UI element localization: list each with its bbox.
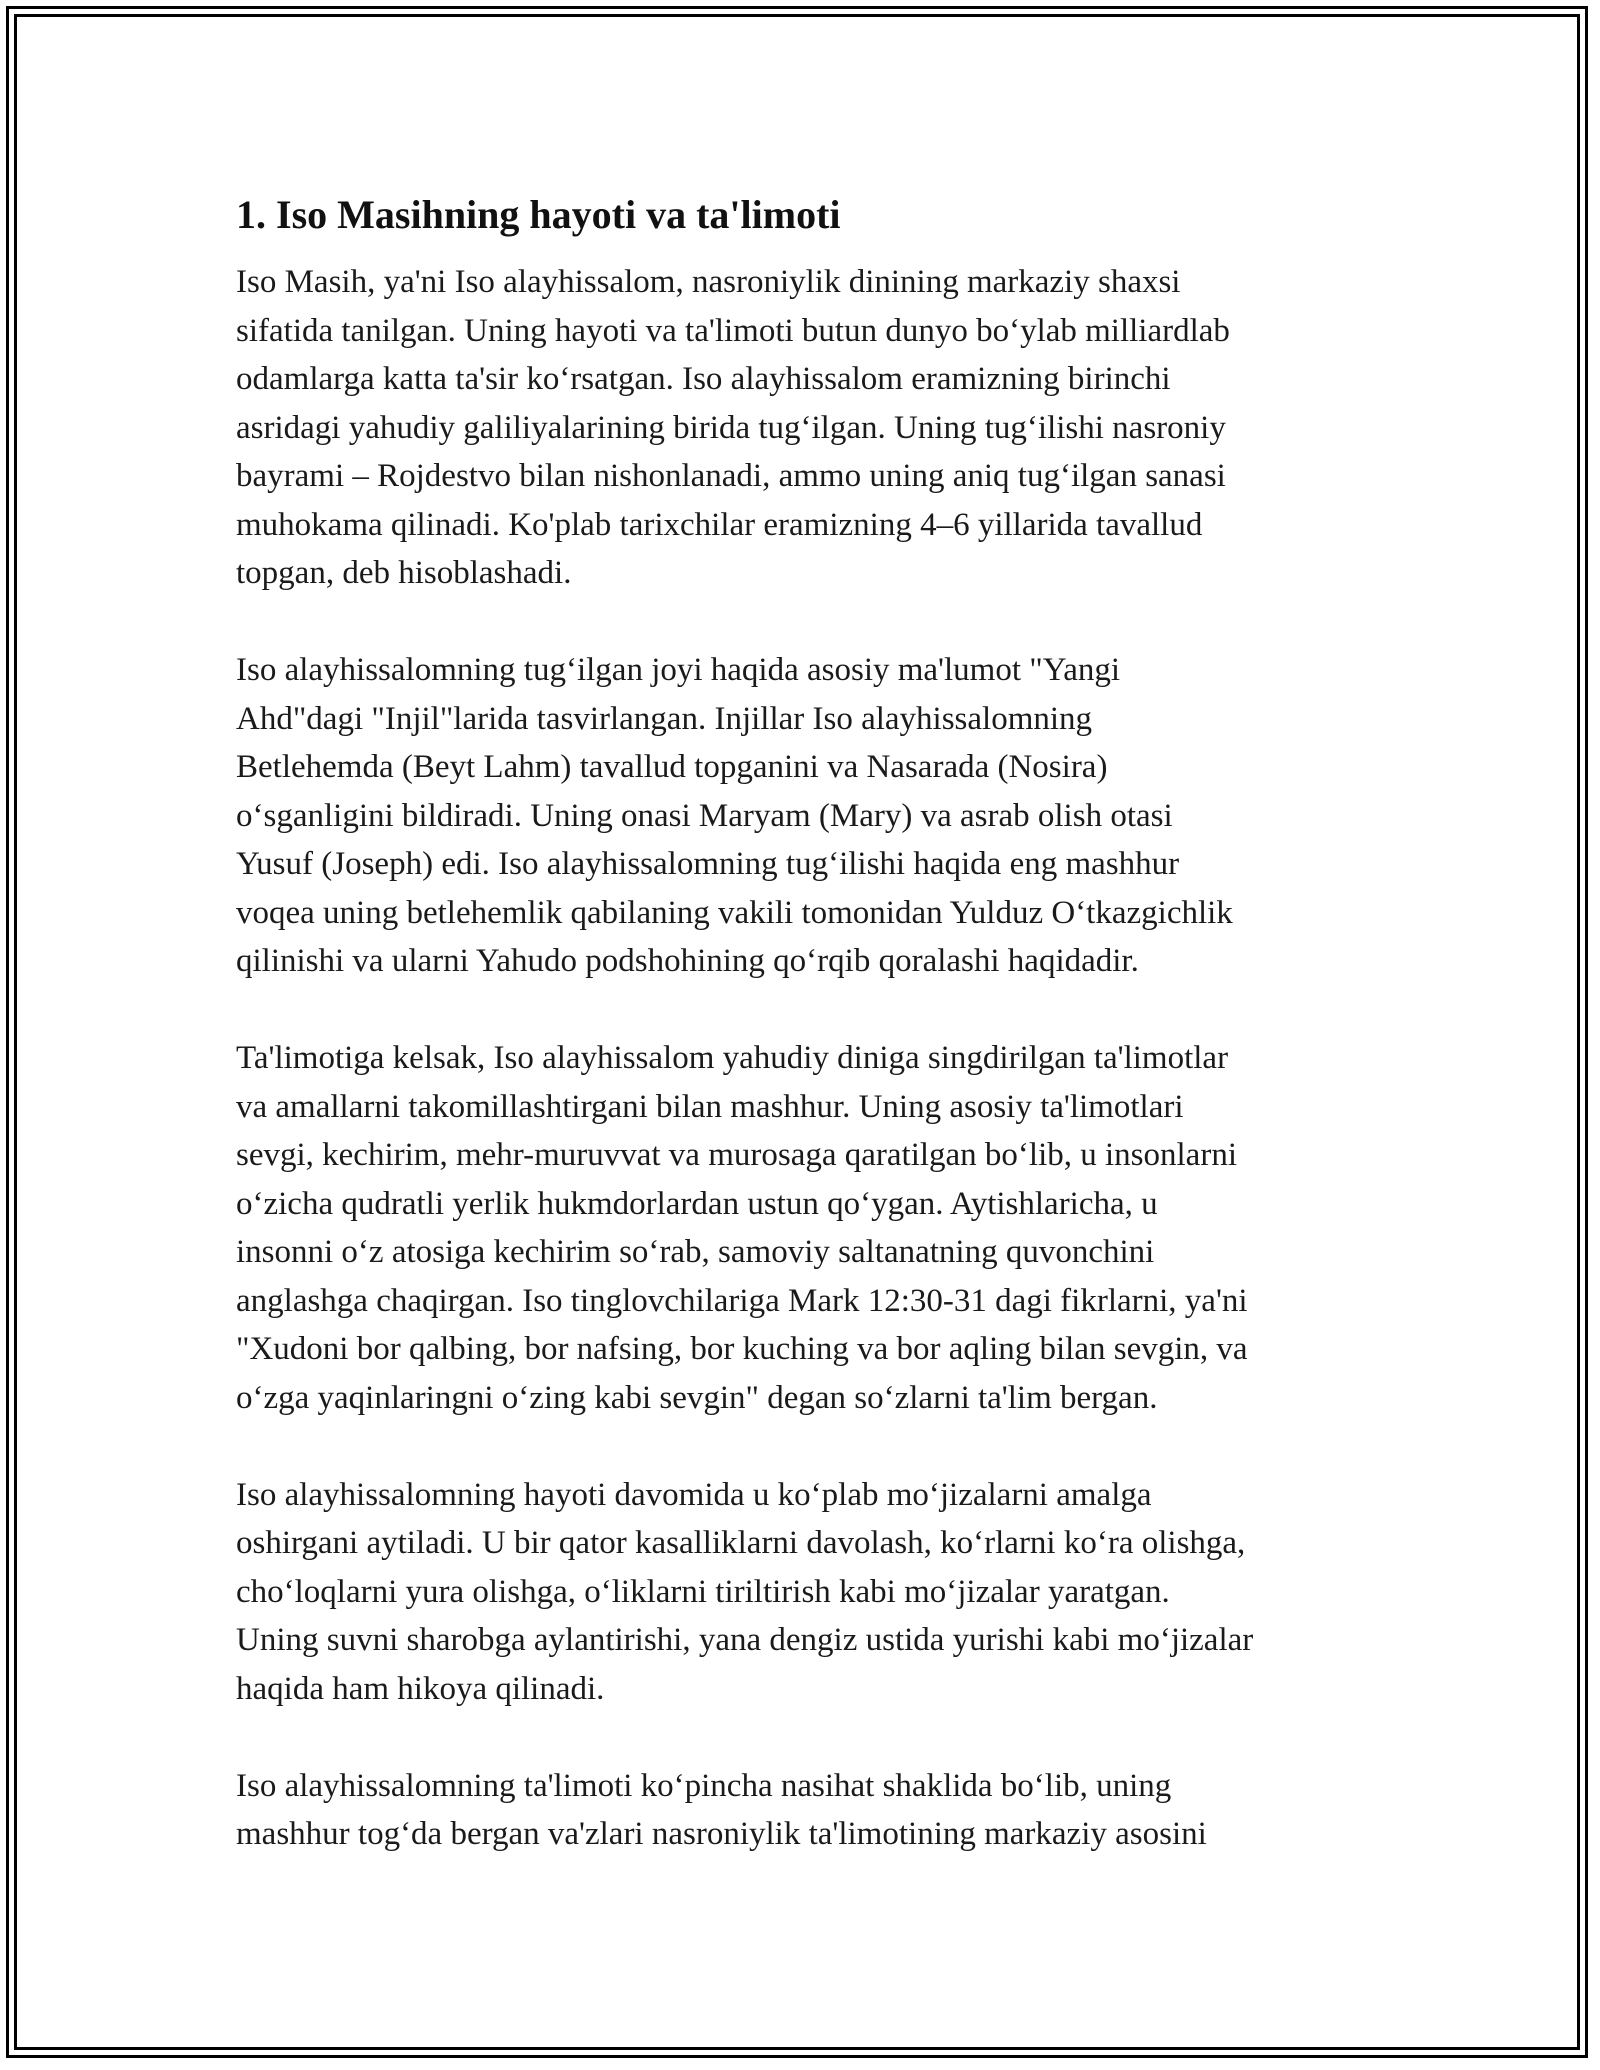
text-line: anglashga chaqirgan. Iso tinglovchilariga Mark 12:30-31 dagi fikrlarni, ya'ni — [236, 1282, 1248, 1319]
body-paragraph — [236, 1762, 1376, 1859]
text-line: qilinishi va ularni Yahudo podshohining qo‘rqib qoralashi haqidadir. — [236, 943, 1139, 979]
text-line: muhokama qilinadi. Ko'plab tarixchilar eramizning 4–6 yillarida tavallud — [236, 506, 1203, 543]
body-paragraph — [236, 646, 1376, 986]
text-line: haqida ham hikoya qilinadi. — [236, 1670, 605, 1707]
text-line: o‘zga yaqinlaringni o‘zing kabi sevgin" degan so‘zlarni ta'lim bergan. — [236, 1379, 1158, 1416]
text-line: odamlarga katta ta'sir ko‘rsatgan. Iso alayhissalom eramizning birinchi — [236, 361, 1171, 397]
text-line: cho‘loqlarni yura olishga, o‘liklarni tiriltirish kabi mo‘jizalar yaratgan. — [236, 1573, 1170, 1610]
text-line: o‘sganligini bildiradi. Uning onasi Maryam (Mary) va asrab olish otasi — [236, 797, 1173, 834]
text-line: Iso alayhissalomning ta'limoti ko‘pincha nasihat shaklida bo‘lib, uning — [236, 1767, 1172, 1804]
text-line: o‘zicha qudratli yerlik hukmdorlardan ustun qo‘ygan. Aytishlaricha, u — [236, 1185, 1158, 1222]
text-line: Iso alayhissalomning tug‘ilgan joyi haqida asosiy ma'lumot "Yangi — [236, 652, 1121, 688]
body-paragraph — [236, 258, 1376, 598]
paragraph-list — [236, 258, 1376, 1859]
body-paragraph — [236, 1471, 1376, 1714]
text-line: "Xudoni bor qalbing, bor nafsing, bor kuching va bor aqling bilan sevgin, va — [236, 1331, 1248, 1367]
text-line: mashhur tog‘da bergan va'zlari nasroniylik ta'limotining markaziy asosini — [236, 1816, 1207, 1852]
body-paragraph — [236, 1034, 1376, 1422]
text-line: Ta'limotiga kelsak, Iso alayhissalom yahudiy diniga singdirilgan ta'limotlar — [236, 1040, 1229, 1076]
text-line: Yusuf (Joseph) edi. Iso alayhissalomning tug‘ilishi haqida eng mashhur — [236, 846, 1180, 882]
document-body — [236, 186, 1376, 1907]
text-line: voqea uning betlehemlik qabilaning vakili tomonidan Yulduz O‘tkazgichlik — [236, 894, 1233, 931]
text-line: va amallarni takomillashtirgani bilan mashhur. Uning asosiy ta'limotlari — [236, 1088, 1184, 1125]
text-line: sevgi, kechirim, mehr-muruvvat va murosaga qaratilgan bo‘lib, u insonlarni — [236, 1137, 1237, 1173]
text-line: Ahd"dagi "Injil"larida tasvirlangan. Injillar Iso alayhissalomning — [236, 700, 1093, 737]
text-line: asridagi yahudiy galiliyalarining birida tug‘ilgan. Uning tug‘ilishi nasroniy — [236, 409, 1226, 446]
text-line: insonni o‘z atosiga kechirim so‘rab, samoviy saltanatning quvonchini — [236, 1234, 1155, 1270]
text-line: Iso Masih, ya'ni Iso alayhissalom, nasroniylik dinining markaziy shaxsi — [236, 264, 1181, 300]
text-line: oshirgani aytiladi. U bir qator kasalliklarni davolash, ko‘rlarni ko‘ra olishga, — [236, 1525, 1246, 1561]
text-line: Iso alayhissalomning hayoti davomida u ko‘plab mo‘jizalarni amalga — [236, 1476, 1152, 1513]
text-line: Betlehemda (Beyt Lahm) tavallud topganini va Nasarada (Nosira) — [236, 749, 1108, 785]
text-line: sifatida tanilgan. Uning hayoti va ta'limoti butun dunyo bo‘ylab milliardlab — [236, 312, 1230, 349]
document-heading: 1. Iso Masihning hayoti va ta'limoti — [236, 192, 841, 237]
text-line: topgan, deb hisoblashadi. — [236, 555, 572, 591]
text-line: Uning suvni sharobga aylantirishi, yana dengiz ustida yurishi kabi mo‘jizalar — [236, 1622, 1254, 1658]
text-line: bayrami – Rojdestvo bilan nishonlanadi, ammo uning aniq tug‘ilgan sanasi — [236, 458, 1226, 494]
